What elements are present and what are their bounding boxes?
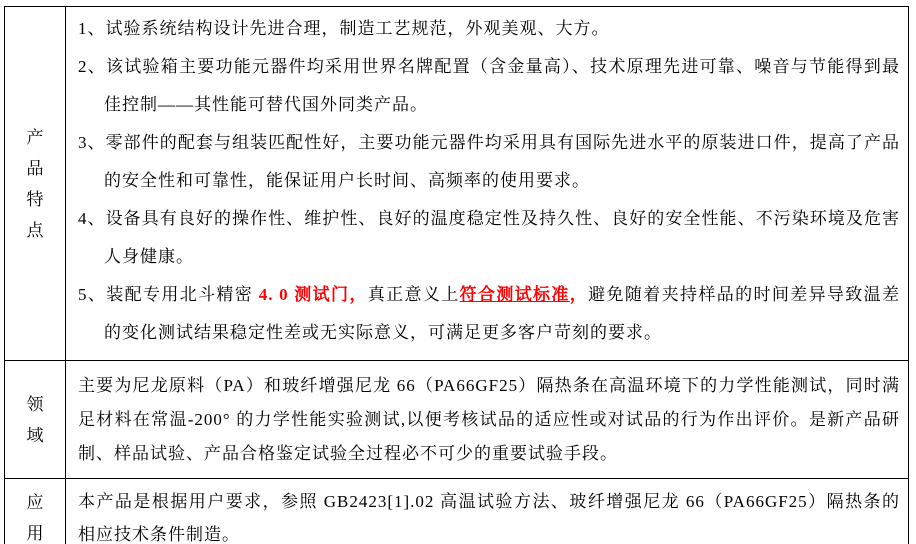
header-cell-domain bbox=[5, 361, 66, 479]
feature-item-4 bbox=[78, 200, 900, 276]
row-domain bbox=[5, 361, 909, 479]
item-number: 2、 bbox=[78, 57, 106, 76]
feature-item-3 bbox=[78, 124, 900, 200]
item-text-segment: 避免随着夹持样品的时间差异导致温差的变化测试结果稳定性差或无实际意义，可满足更多客户苛刻的要求。 bbox=[104, 285, 901, 342]
item-number: 4、 bbox=[78, 209, 106, 228]
application-text: 本产品是根据用户要求，参照 GB2423[1].02 高温试验方法、玻纤增强尼龙 66（PA66GF25）隔热条的相应技术条件制造。 bbox=[78, 491, 900, 544]
feature-item-5 bbox=[78, 276, 900, 352]
item-number: 1、 bbox=[78, 19, 106, 38]
row-header-application: 应用 bbox=[26, 492, 44, 543]
item-number: 3、 bbox=[78, 133, 106, 152]
feature-item-1 bbox=[78, 10, 900, 48]
item-text: 零部件的配套与组装匹配性好，主要功能元器件均采用具有国际先进水平的原装进口件，提高了产品的安全性和可靠性，能保证用户长时间、高频率的使用要求。 bbox=[104, 133, 901, 190]
highlight-test-door: 4. 0 测试门， bbox=[258, 285, 368, 304]
row-product-features bbox=[5, 7, 909, 361]
domain-content bbox=[66, 361, 909, 479]
item-text: 该试验箱主要功能元器件均采用世界名牌配置（含金量高）、技术原理先进可靠、噪音与节能得到最佳控制——其性能可替代国外同类产品。 bbox=[104, 57, 901, 114]
row-application bbox=[5, 479, 909, 544]
domain-text: 主要为尼龙原料（PA）和玻纤增强尼龙 66（PA66GF25）隔热条在高温环境下的力学性能测试，同时满足材料在常温-200° 的力学性能实验测试,以便考核试品的适应性或对试品的行为作出评价。是新产品研制、样品试验、产品合格鉴定试验全过程必不可少的重要试验手段。 bbox=[78, 375, 900, 463]
application-content bbox=[66, 479, 909, 544]
item-text-segment: 装配专用北斗精密 bbox=[106, 285, 259, 304]
row-header-domain: 领域 bbox=[26, 394, 44, 445]
product-features-content bbox=[66, 7, 909, 361]
product-spec-table bbox=[4, 6, 909, 544]
item-text: 试验系统结构设计先进合理，制造工艺规范，外观美观、大方。 bbox=[105, 19, 610, 38]
feature-item-2 bbox=[78, 48, 900, 124]
highlight-comma: ， bbox=[569, 285, 589, 304]
header-cell-application bbox=[5, 479, 66, 544]
highlight-test-standard: 符合测试标准 bbox=[459, 285, 570, 304]
item-text-segment: 真正意义上 bbox=[367, 285, 460, 304]
item-text: 设备具有良好的操作性、维护性、良好的温度稳定性及持久性、良好的安全性能、不污染环境及危害人身健康。 bbox=[104, 209, 901, 266]
row-header-product-features: 产品特点 bbox=[26, 127, 44, 240]
header-cell-product-features bbox=[5, 7, 66, 361]
item-number: 5、 bbox=[78, 285, 107, 304]
